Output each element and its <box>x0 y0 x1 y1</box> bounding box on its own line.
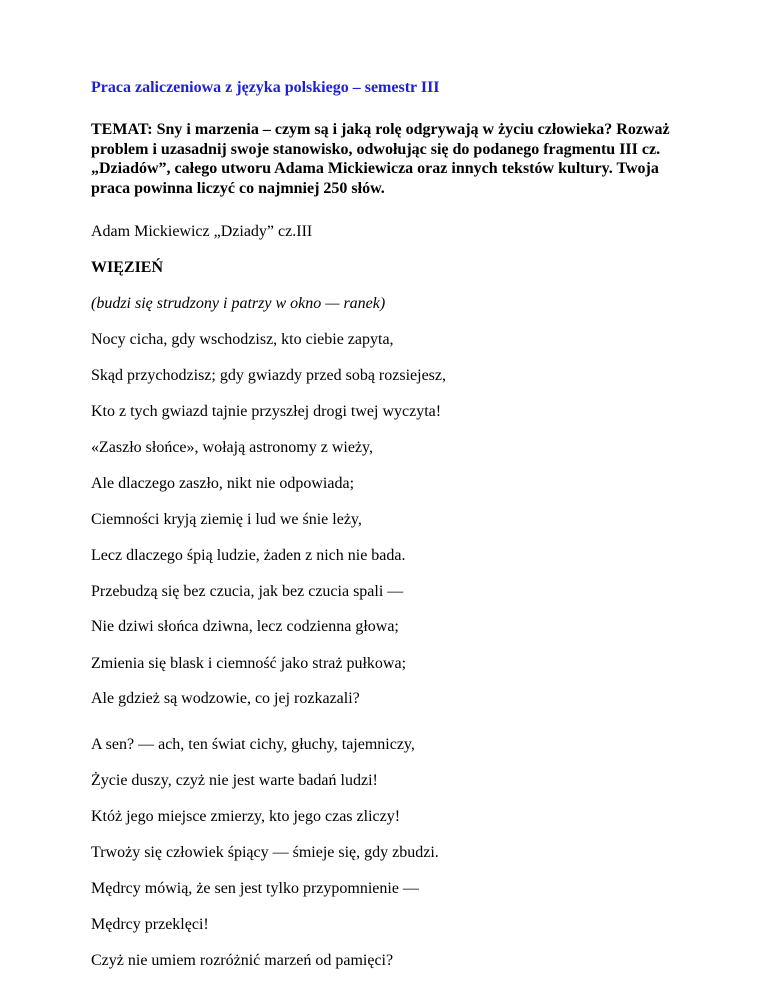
verse-line: Życie duszy, czyż nie jest warte badań ludzi! <box>91 772 378 790</box>
verse-line: Nocy cicha, gdy wschodzisz, kto ciebie zapyta, <box>91 331 394 349</box>
verse-line: Ale gdzież są wodzowie, co jej rozkazali? <box>91 690 360 708</box>
verse-line: Kto z tych gwiazd tajnie przyszłej drogi twej wyczyta! <box>91 402 442 420</box>
verse-line: Mędrcy mówią, że sen jest tylko przypomnienie — <box>91 879 419 897</box>
verse-line: Zmienia się blask i ciemność jako straż pułkowa; <box>91 654 407 672</box>
verse-line: «Zaszło słońce», wołają astronomy z wieży, <box>91 439 373 457</box>
document-heading: Praca zaliczeniowa z języka polskiego – semestr III <box>91 79 440 96</box>
verse-line: Przebudzą się bez czucia, jak bez czucia spali — <box>91 582 404 600</box>
verse-line: Mędrcy przeklęci! <box>91 915 209 933</box>
verse-line: Czyż nie umiem rozróżnić marzeń od pamięci? <box>91 952 394 969</box>
verse-line: Skąd przychodzisz; gdy gwiazdy przed sobą rozsiejesz, <box>91 367 446 385</box>
speaker-name: WIĘZIEŃ <box>91 258 164 276</box>
stage-direction: (budzi się strudzony i patrzy w okno — ranek) <box>91 295 386 313</box>
assignment-topic: TEMAT: Sny i marzenia – czym są i jaką rolę odgrywają w życiu człowieka? Rozważ problem i uzasadnij swoje stanowisko, odwołując się do podanego fragmentu III cz. „Dziadów”, całego utworu Adama Mickiewicza oraz innych tekstów kultury. Twoja praca powinna liczyć co najmniej 250 słów. <box>91 121 670 197</box>
verse-line: Trwoży się człowiek śpiący — śmieje się, gdy zbudzi. <box>91 844 439 862</box>
source-citation: Adam Mickiewicz „Dziady” cz.III <box>91 223 313 240</box>
verse-line: Lecz dlaczego śpią ludzie, żaden z nich nie bada. <box>91 547 406 564</box>
verse-line: Ciemności kryją ziemię i lud we śnie leży, <box>91 510 362 528</box>
verse-line: A sen? — ach, ten świat cichy, głuchy, tajemniczy, <box>91 736 415 754</box>
verse-line: Ale dlaczego zaszło, nikt nie odpowiada; <box>91 474 355 492</box>
verse-line: Któż jego miejsce zmierzy, kto jego czas zliczy! <box>91 807 401 825</box>
verse-line: Nie dziwi słońca dziwna, lecz codzienna głowa; <box>91 618 399 636</box>
